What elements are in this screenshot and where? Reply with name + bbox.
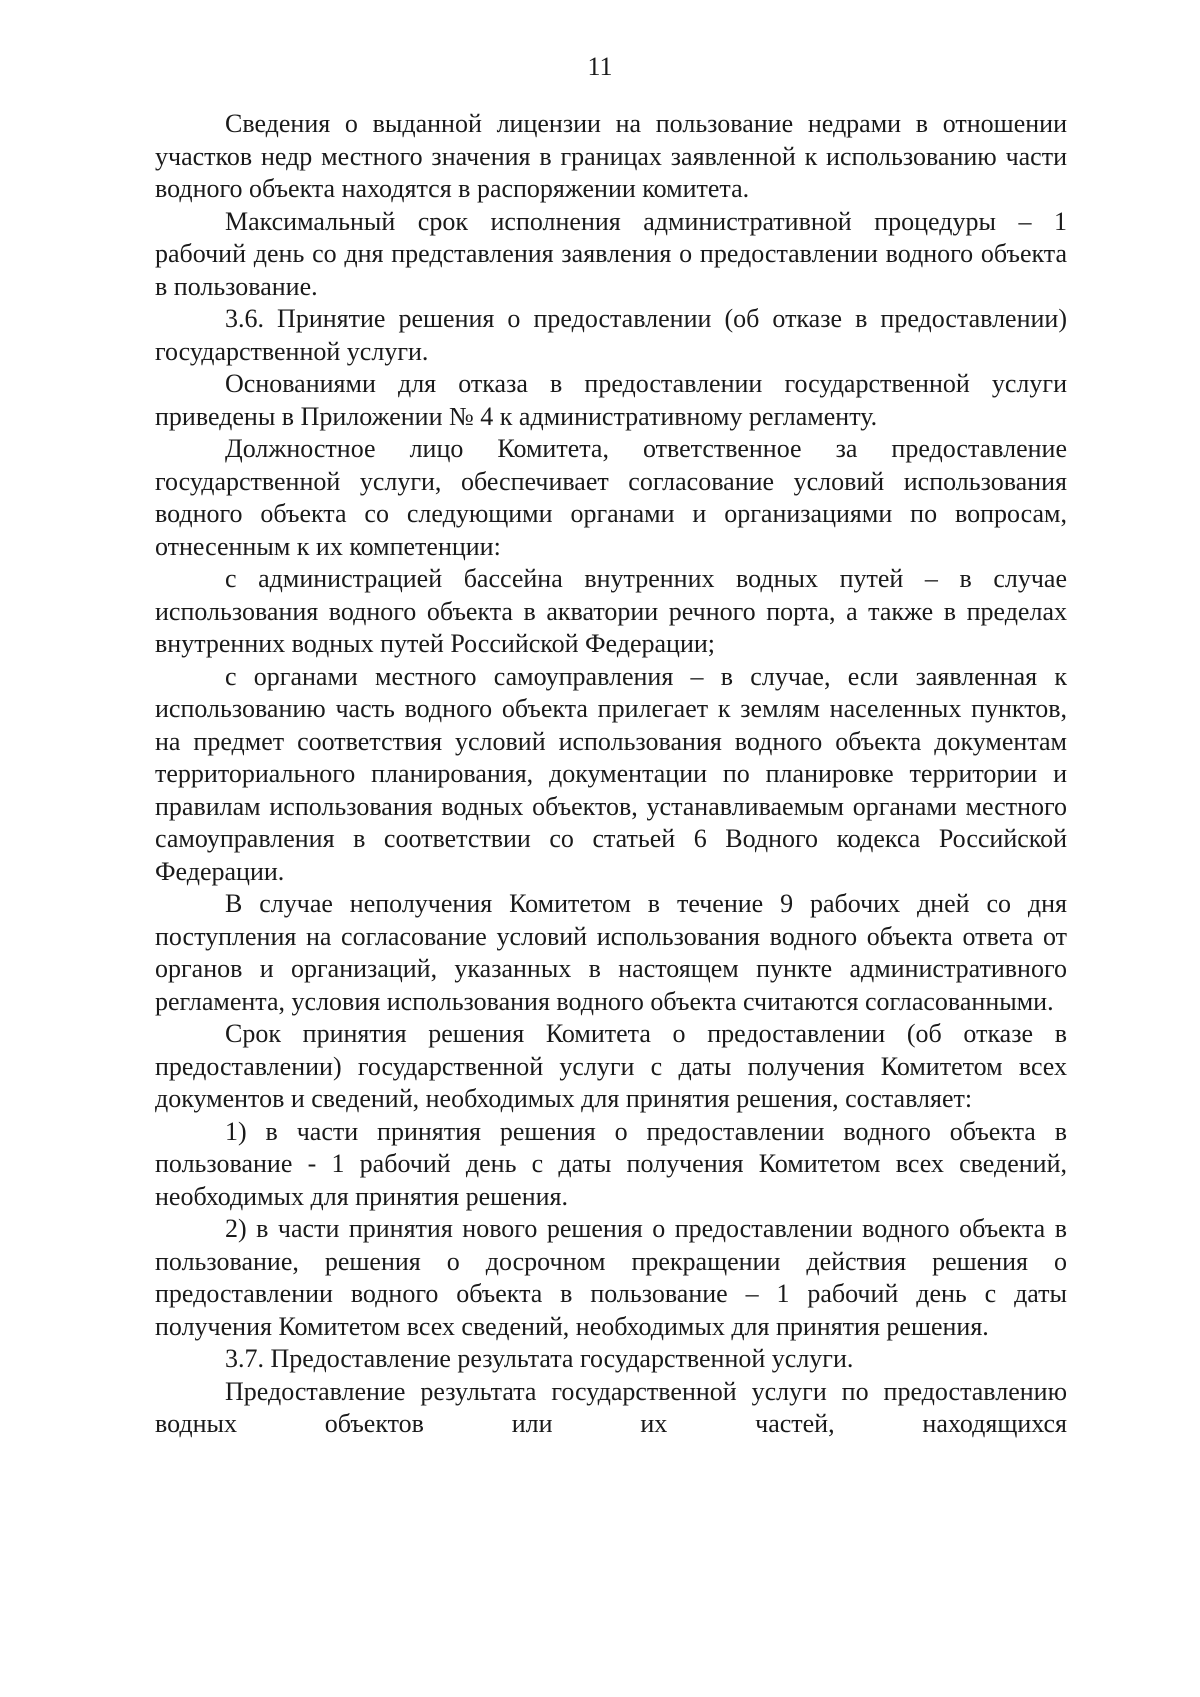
paragraph-refusal-grounds: Основаниями для отказа в предоставлении государственной услуги приведены в Приложении № 4 к административному регламенту. — [155, 369, 1067, 431]
document-body — [155, 108, 1067, 1441]
paragraph-license-info: Сведения о выданной лицензии на пользование недрами в отношении участков недр местного значения в границах заявленной к использованию части водного объекта находятся в распоряжении комитета. — [155, 109, 1067, 203]
paragraph-local-government: с органами местного самоуправления – в случае, если заявленная к использованию часть водного объекта прилегает к землям населенных пунктов, на предмет соответствия условий использования водного объекта документам территориального планирования, документации по планировке территории и правилам использования водных объектов, устанавливаемым органами местного самоуправления в соответствии со статьей 6 Водного кодекса Российской Федерации. — [155, 661, 1067, 886]
paragraph-max-term: Максимальный срок исполнения административной процедуры – 1 рабочий день со дня представления заявления о предоставлении водного объекта в пользование. — [155, 206, 1067, 301]
paragraph-no-response: В случае неполучения Комитетом в течение 9 рабочих дней со дня поступления на согласование условий использования водного объекта ответа от органов и организаций, указанных в настоящем пункте административного регламента, условия использования водного объекта считаются согласованными. — [155, 889, 1067, 1016]
page-number: 11 — [587, 52, 613, 81]
paragraph-official-approval: Должностное лицо Комитета, ответственное за предоставление государственной услуги, обеспечивает согласование условий использования водного объекта со следующими органами и организациями по вопросам, отнесенным к их компетенции: — [155, 434, 1067, 561]
section-heading-3-6: 3.6. Принятие решения о предоставлении (об отказе в предоставлении) государственной услуги. — [155, 304, 1067, 366]
list-item-2: 2) в части принятия нового решения о предоставлении водного объекта в пользование, решения о досрочном прекращении действия решения о предоставлении водного объекта в пользование – 1 рабочий день с даты получения Комитетом всех сведений, необходимых для принятия решения. — [155, 1214, 1067, 1341]
paragraph-waterways-administration: с администрацией бассейна внутренних водных путей – в случае использования водного объекта в акватории речного порта, а также в пределах внутренних водных путей Российской Федерации; — [155, 564, 1067, 658]
paragraph-result-provision: Предоставление результата государственной услуги по предоставлению водных объектов или их частей, находящихся — [155, 1376, 1067, 1438]
section-heading-3-7: 3.7. Предоставление результата государственной услуги. — [225, 1344, 854, 1373]
paragraph-decision-term: Срок принятия решения Комитета о предоставлении (об отказе в предоставлении) государственной услуги с даты получения Комитетом всех документов и сведений, необходимых для принятия решения, составляет: — [155, 1019, 1067, 1113]
list-item-1: 1) в части принятия решения о предоставлении водного объекта в пользование - 1 рабочий день с даты получения Комитетом всех сведений, необходимых для принятия решения. — [155, 1116, 1067, 1211]
